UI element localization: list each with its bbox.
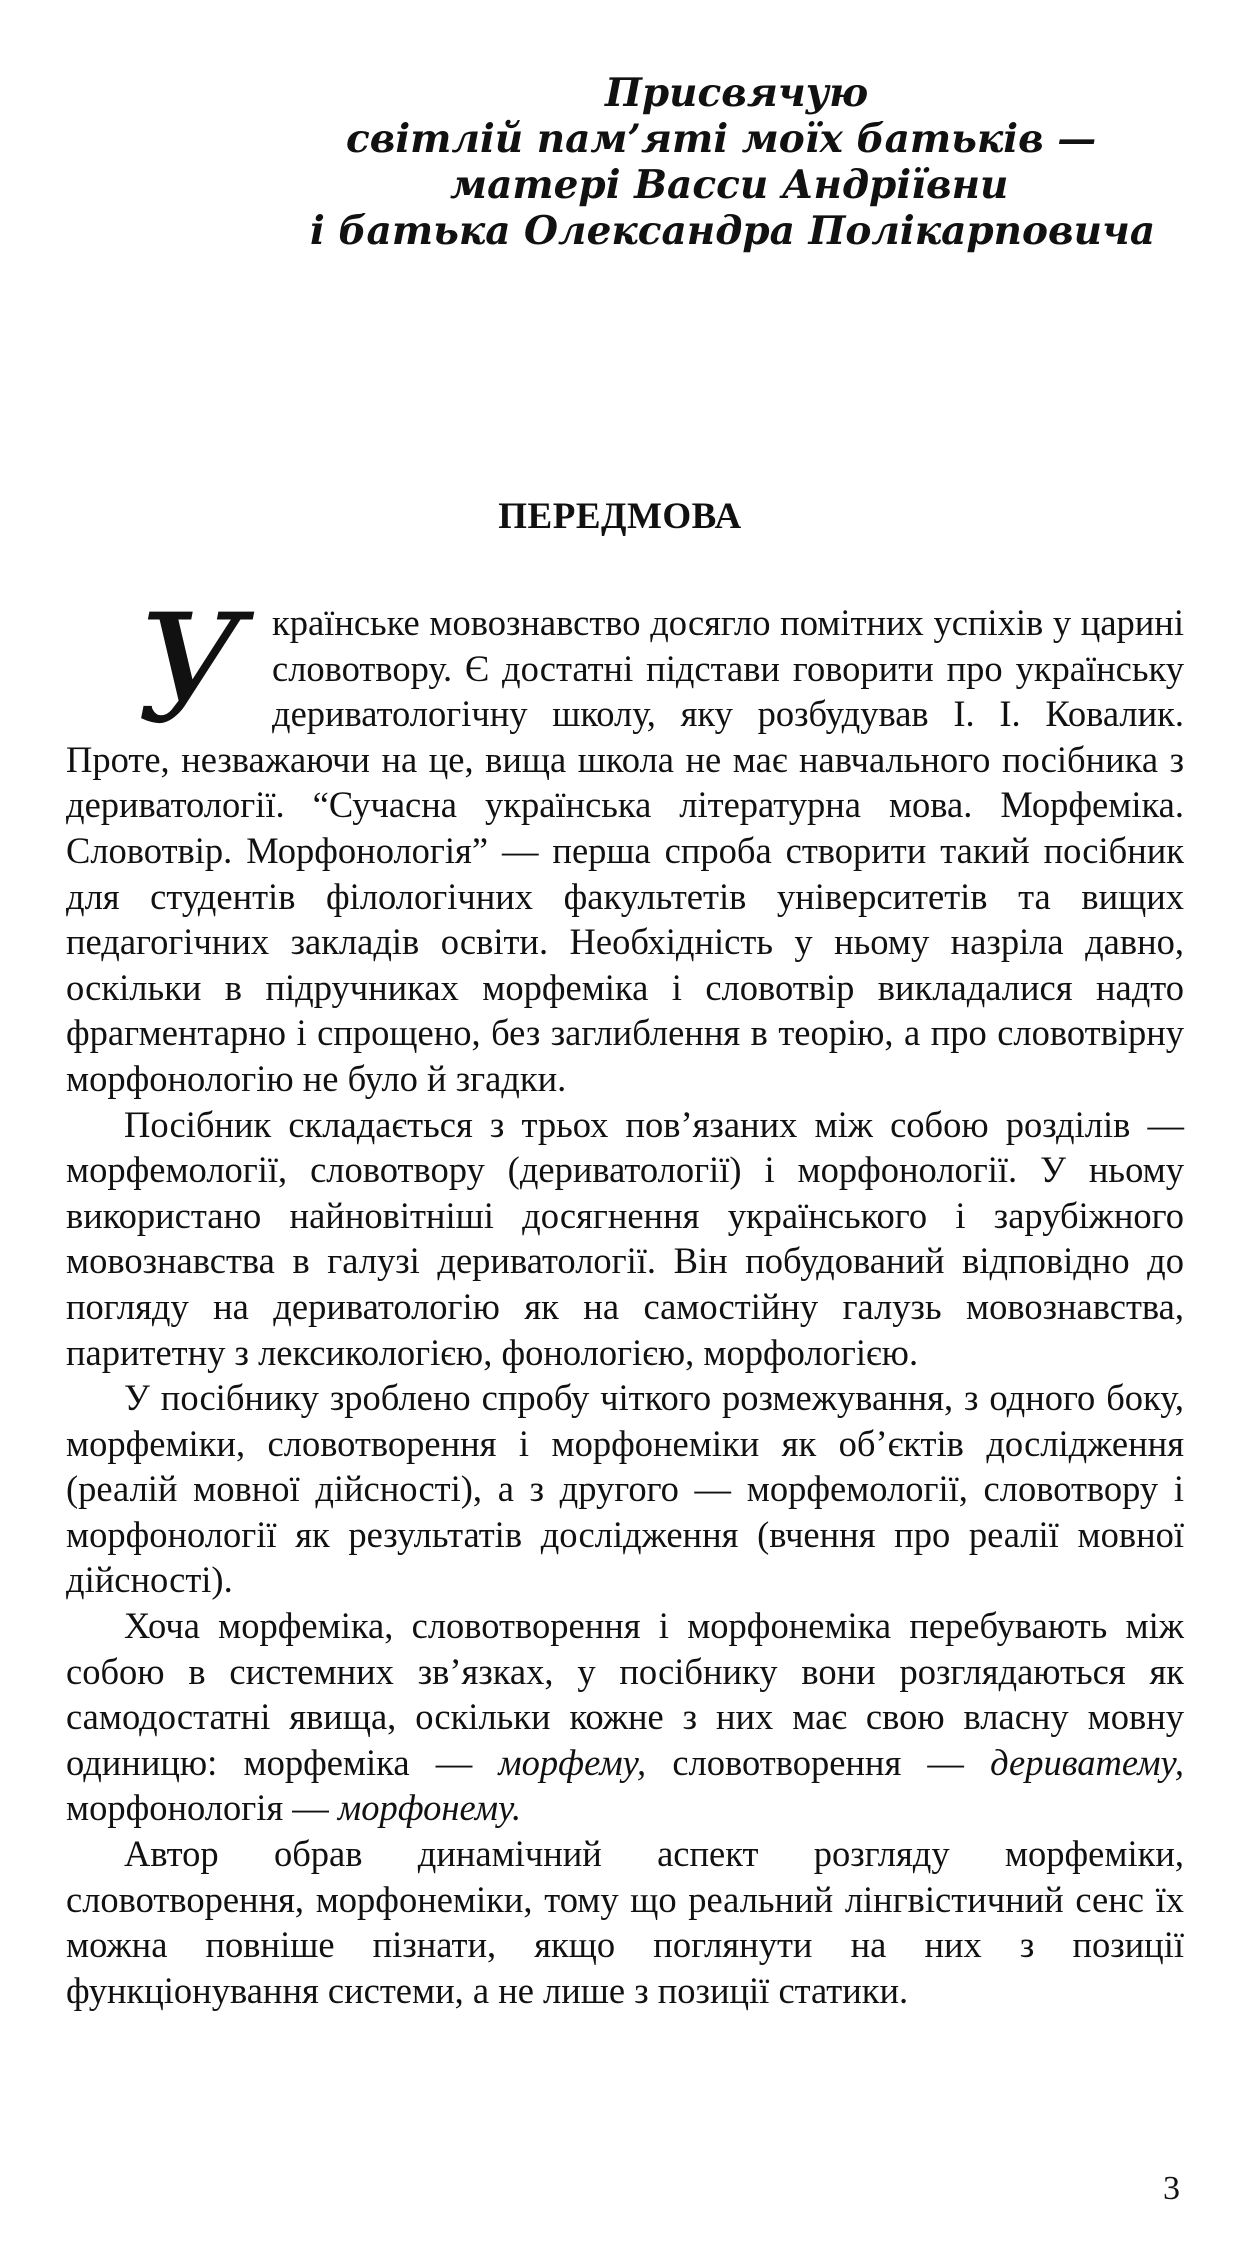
- term: дериватему,: [990, 1741, 1184, 1783]
- paragraph-text: морфонологія —: [66, 1787, 338, 1829]
- page-number: 3: [1163, 2170, 1180, 2207]
- dedication: [300, 70, 1180, 254]
- paragraph-text: країнське мовознавство досягло помітних успіхів у царині словотвору. Є достатні підстави говорити про українську дериватологічну школу, яку розбудував І. І. Ковалик. Проте, незважаючи на це, вища школа не має навчального посібника з дериватології. “Сучасна українська літературна мова. Морфеміка. Словотвір. Морфонологія” — перша спроба створити такий посібник для студентів філологічних факультетів університетів та вищих педагогічних закладів освіти. Необхідність у ньому назріла давно, оскільки в підручниках морфеміка і словотвір викладалися надто фрагментарно і спрощено, без заглиблення в теорію, а про словотвірну морфонологію не було й згадки.: [66, 602, 1184, 1099]
- paragraph: Автор обрав динамічний аспект розгляду морфеміки, словотворення, морфонеміки, тому що реальний лінгвістичний сенс їх можна повніше пізнати, якщо поглянути на них з позиції функціонування системи, а не лише з позиції статики.: [66, 1833, 1184, 2011]
- drop-cap: У: [136, 583, 246, 757]
- dedication-line: матері Васси Андріївни: [450, 162, 1009, 208]
- term: морфему,: [498, 1741, 647, 1783]
- paragraph-text: словотворення —: [646, 1741, 991, 1783]
- paragraph: Посібник складається з трьох пов’язаних між собою розділів — морфемології, словотвору (дериватології) і морфонології. У ньому використано найновітніші досягнення українського і зарубіжного мовознавства в галузі дериватології. Він побудований відповідно до погляду на дериватологію як на самостійну галузь мовознавства, паритетну з лексикологією, фонологією, морфологією.: [66, 1103, 1184, 1373]
- term: морфонему.: [337, 1787, 522, 1829]
- section-heading: ПЕРЕДМОВА: [498, 496, 742, 537]
- paragraph-text: Хоча морфеміка, словотворення і морфонеміка перебувають між собою в системних зв’язках, у посібнику вони розглядаються як самодостатні явища, оскільки кожне з них має свою власну мовну одиницю: морфеміка —: [66, 1605, 1184, 1783]
- dedication-line: і батька Олександра Полікарповича: [310, 208, 1156, 254]
- dedication-line: світлій пам’яті моїх батьків —: [346, 116, 1097, 162]
- paragraph: [66, 1603, 1184, 1831]
- body-text: [66, 583, 1184, 2013]
- paragraph: [66, 583, 1184, 1102]
- paragraph: У посібнику зроблено спробу чіткого розмежування, з одного боку, морфеміки, словотворення і морфонеміки як об’єктів дослідження (реалій мовної дійсності), а з другого — морфемології, словотвору і морфонології як результатів дослідження (вчення про реалії мовної дійсності).: [66, 1377, 1184, 1601]
- dedication-line: Присвячую: [605, 70, 869, 116]
